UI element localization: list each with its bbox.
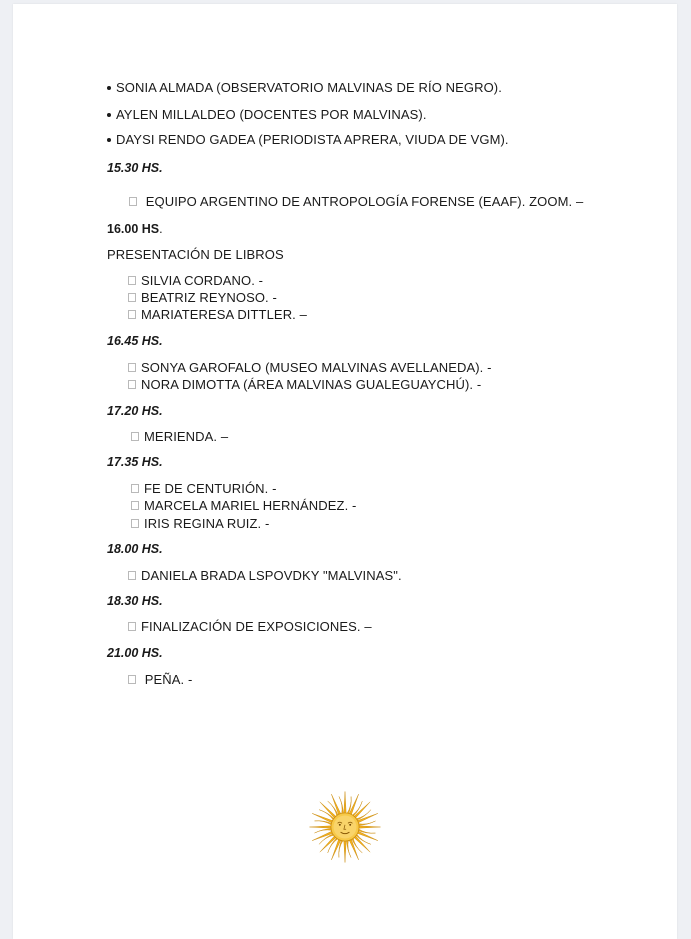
list-item: NORA DIMOTTA (ÁREA MALVINAS GUALEGUAYCHÚ). - <box>128 377 481 392</box>
time-heading: 17.35 HS. <box>107 455 163 469</box>
list-item: DANIELA BRADA LSPOVDKY "MALVINAS". <box>128 568 402 583</box>
bullet-item: AYLEN MILLALDEO (DOCENTES POR MALVINAS). <box>107 107 427 122</box>
checkbox-icon <box>128 571 136 580</box>
sun-ray <box>344 791 346 813</box>
bullet-item: DAYSI RENDO GADEA (PERIODISTA APRERA, VIUDA DE VGM). <box>107 132 509 147</box>
list-item: MERIENDA. – <box>131 429 228 444</box>
checkbox-icon <box>128 276 136 285</box>
checkbox-icon <box>128 675 136 684</box>
checkbox-icon <box>131 519 139 528</box>
sun-ray <box>354 836 371 853</box>
time-heading: 18.00 HS. <box>107 542 163 556</box>
checkbox-icon <box>128 380 136 389</box>
time-heading: 15.30 HS. <box>107 161 163 175</box>
list-item: PEÑA. - <box>128 672 192 687</box>
sun-ray <box>358 826 380 828</box>
time-heading: 18.30 HS. <box>107 594 163 608</box>
sun-ray <box>320 836 337 853</box>
list-item: BEATRIZ REYNOSO. - <box>128 290 277 305</box>
bullet-dot-icon <box>107 86 111 90</box>
list-item: FINALIZACIÓN DE EXPOSICIONES. – <box>128 619 372 634</box>
checkbox-icon <box>128 622 136 631</box>
list-item: SONYA GAROFALO (MUSEO MALVINAS AVELLANEDA). - <box>128 360 492 375</box>
sun-ray <box>320 802 337 819</box>
time-heading: 16.45 HS. <box>107 334 163 348</box>
time-heading: 21.00 HS. <box>107 646 163 660</box>
list-item: SILVIA CORDANO. - <box>128 273 263 288</box>
sun-ray <box>309 826 331 828</box>
sun-ray <box>344 840 346 862</box>
document-page <box>13 4 677 939</box>
time-heading: 16.00 HS. <box>107 222 163 236</box>
time-heading: 17.20 HS. <box>107 404 163 418</box>
bullet-item: SONIA ALMADA (OBSERVATORIO MALVINAS DE RÍO NEGRO). <box>107 80 502 95</box>
checkbox-icon <box>131 501 139 510</box>
checkbox-icon <box>128 310 136 319</box>
sol-de-mayo-icon <box>308 790 382 864</box>
checkbox-icon <box>128 293 136 302</box>
sun-ray <box>354 802 371 819</box>
bullet-dot-icon <box>107 113 111 117</box>
checkbox-icon <box>129 197 137 206</box>
list-item: FE DE CENTURIÓN. - <box>131 481 277 496</box>
section-heading: PRESENTACIÓN DE LIBROS <box>107 247 284 262</box>
checkbox-icon <box>128 363 136 372</box>
list-item: MARCELA MARIEL HERNÁNDEZ. - <box>131 498 356 513</box>
checkbox-icon <box>131 432 139 441</box>
checkbox-icon <box>131 484 139 493</box>
list-item: MARIATERESA DITTLER. – <box>128 307 307 322</box>
list-item: EQUIPO ARGENTINO DE ANTROPOLOGÍA FORENSE (EAAF). ZOOM. – <box>129 194 583 209</box>
list-item: IRIS REGINA RUIZ. - <box>131 516 269 531</box>
bullet-dot-icon <box>107 138 111 142</box>
